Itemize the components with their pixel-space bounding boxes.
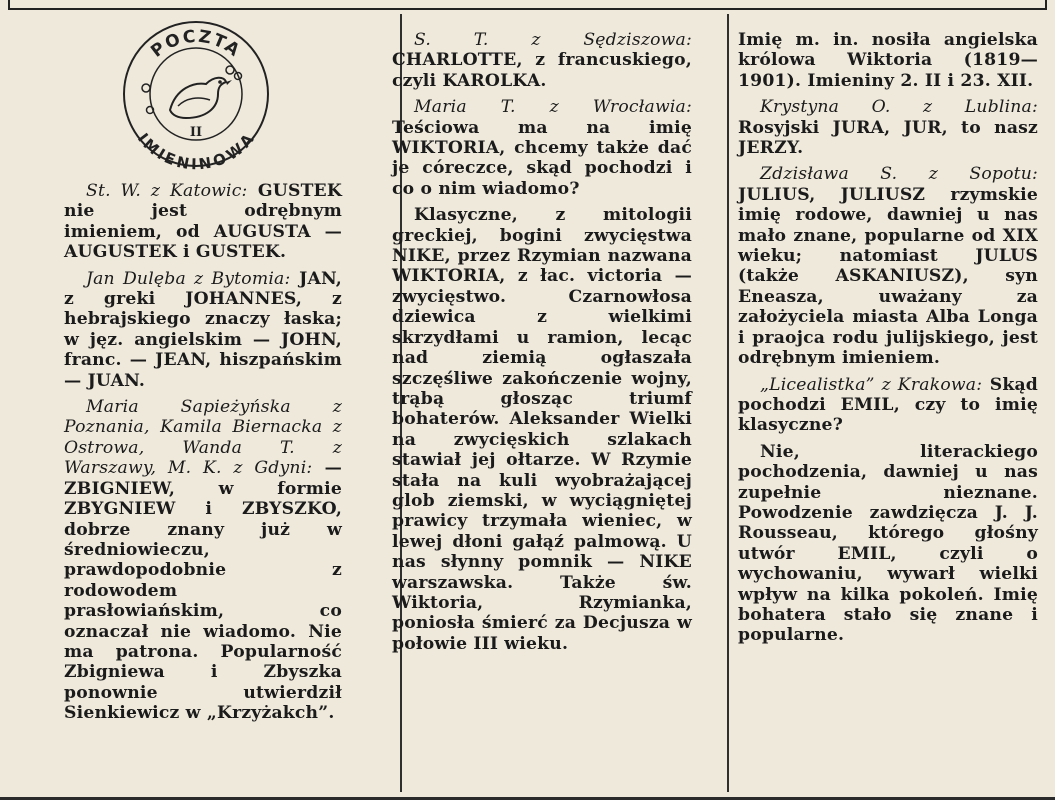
entry (738, 164, 1038, 368)
entry-lead: Maria Sapieżyńska z Poznania, Kamila Biernacka z Ostrowa, Wanda T. z Warszawy, M. K. z Gdyni: (64, 397, 342, 479)
entry-text: — ZBIGNIEW, w formie ZBYGNIEW i ZBYSZKO, dobrze znany już w średniowieczu, prawdopodobnie z rodowodem prasłowiańskim, co oznaczał nie wiadomo. Nie ma patrona. Popularność Zbigniewa i Zbyszka ponownie utwierdził Sienkiewicz w „Krzyżakch”. (64, 458, 343, 724)
entry-text: Skąd pochodzi EMIL, czy to imię klasyczne? (738, 374, 1038, 436)
entry-lead: Jan Dulęba z Bytomia: (86, 268, 291, 289)
svg-text:POCZTA (147, 27, 244, 62)
entry-text: Nie, literackiego pochodzenia, dawniej u nas zupełnie nieznane. Powodzenie zawdzięcza J. J. Rousseau, którego głośny utwór EMIL, czyli o wychowaniu, wywarł wielki wpływ na kilka pokoleń. Imię bohatera stało się znane i popularne. (738, 441, 1038, 646)
entry-text: CHARLOTTE, z francuskiego, czyli KAROLKA. (392, 50, 692, 91)
column-2 (392, 30, 692, 660)
entry-text: JAN, z greki JOHANNES, z hebrajskiego znaczy łaska; w jęz. angielskim — JOHN, franc. — JEAN, hiszpańskim — JUAN. (64, 268, 342, 391)
column-3 (738, 30, 1038, 652)
top-frame-rule (8, 0, 1047, 10)
entry-lead: Zdzisława S. z Sopotu: (760, 164, 1038, 185)
entry-lead: „Licealistka” z Krakowa: (760, 374, 983, 395)
entry-text: JULIUS, JULIUSZ rzymskie imię rodowe, dawniej u nas mało znane, popularne od XIX wieku; natomiast JULUS (także ASKANIUSZ), syn Eneasza, uważany za założyciela miasta Alba Longa i praojca rodu julijskiego, jest odrębnym imieniem. (738, 184, 1038, 369)
entry (392, 30, 692, 91)
entry-text: Klasyczne, z mitologii greckiej, bogini zwycięstwa NIKE, przez Rzymian nazwana WIKTORIA, z łac. victoria — zwycięstwo. Czarnowłosa dziewica z wielkimi skrzydłami u ramion, lecąc nad ziemią ogłaszała szczęśliwe zakończenie wojny, trąbą głosząc triumf bohaterów. Aleksander Wielki na zwycięskich szlakach stawiał jej ołtarze. W Rzymie stała na kuli wyobrażającej glob ziemski, w wyciągniętej prawicy trzymała wieniec, w lewej dłoni gałąź palmową. U nas słynny pomnik — NIKE warszawska. Także św. Wiktoria, Rzymianka, poniosła śmierć za Decjusza w połowie III wieku. (392, 205, 692, 654)
entry-lead: Maria T. z Wrocławia: (414, 97, 692, 118)
entry (64, 269, 342, 391)
stamp-text-bottom: IMIENINOWA (133, 129, 258, 170)
entry-text: GUSTEK nie jest odrębnym imieniem, od AUGUSTA — AUGUSTEK i GUSTEK. (64, 181, 342, 263)
column-1 (64, 181, 342, 730)
stamp-text-top: POCZTA (147, 26, 245, 62)
entry (392, 97, 692, 199)
entry-lead: S. T. z Sędziszowa: (414, 30, 692, 50)
stamp-bird-icon (120, 18, 272, 170)
entry-text: Rosyjski JURA, JUR, to nasz JERZY. (738, 117, 1038, 159)
entry (392, 205, 692, 654)
poczta-imieninowa-stamp (120, 18, 272, 170)
entry (64, 397, 342, 724)
column-divider-2 (727, 14, 729, 792)
entry-lead: St. W. z Katowic: (86, 181, 248, 201)
entry (64, 181, 342, 263)
stamp-numeral: II (189, 125, 203, 140)
entry-lead: Krystyna O. z Lublina: (760, 97, 1038, 118)
entry-text: Teściowa ma na imię WIKTORIA, chcemy także dać je córeczce, skąd pochodzi i co o nim wiadomo? (392, 117, 692, 199)
entry-text: Imię m. in. nosiła angielska królowa Wiktoria (1819—1901). Imieniny 2. II i 23. XII. (738, 30, 1038, 91)
entry (738, 442, 1038, 646)
entry (738, 97, 1038, 158)
entry (738, 30, 1038, 91)
entry (738, 375, 1038, 436)
